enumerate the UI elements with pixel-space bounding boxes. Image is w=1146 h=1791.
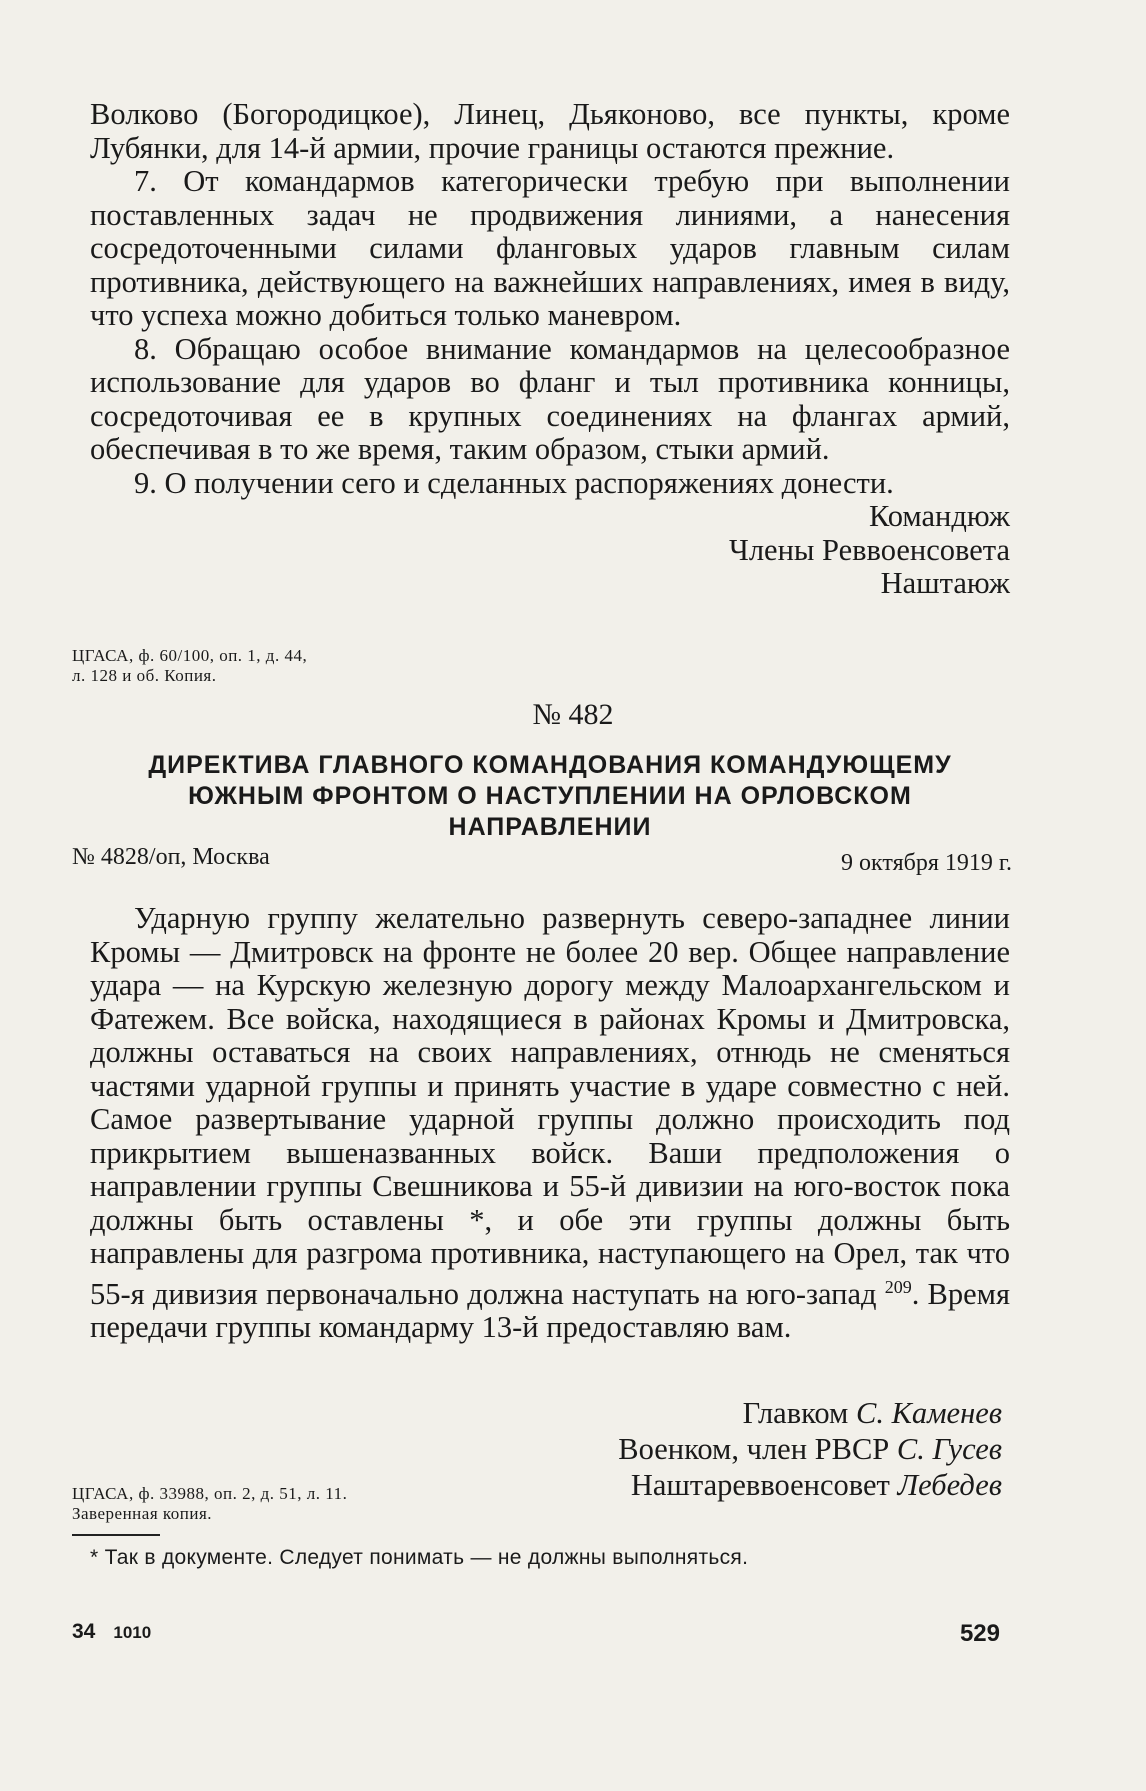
endnote-ref: 209 xyxy=(884,1276,912,1297)
archive-reference-2: ЦГАСА, ф. 33988, оп. 2, д. 51, л. 11. Заверенная копия. xyxy=(72,1484,348,1523)
page-number: 529 xyxy=(959,1620,1000,1647)
paragraph-6-tail: Волково (Богородицкое), Линец, Дьяконово, все пункты, кроме Лубянки, для 14-й армии, прочие границы остаются прежние. xyxy=(90,97,1010,165)
signature-komandyuzh: Командюж xyxy=(868,499,1010,533)
paragraph-7: 7. От командармов категорически требую при выполнении поставленных задач не продвижения линиями, а нанесения сосредоточенными силами фланговых ударов главным силам противника, действующего на важнейших направлениях, имея в виду, что успеха можно добиться только маневром. xyxy=(90,164,1010,332)
directive-text: Ударную группу желательно развернуть северо-западнее линии Кромы — Дмитровск на фронте не более 20 вер. Общее направление удара — на Курскую железную дорогу между Малоархангельском и Фатежем. Все войска, находящиеся в районах Кромы и Дмитровска, должны оставаться на своих направлениях, отнюдь не сменяться частями ударной группы и принять участие в ударе совместно с ней. Самое развертывание ударной группы должно происходить под прикрытием вышеназванных войск. Ваши предположения о направлении группы Свешникова и 55-й дивизии на юго-восток пока должны быть оставлены *, и обе эти группы должны быть направлены для разгрома противника, наступающего на Орел, так что 55-я дивизия первоначально должна наступать на юго-запад $^{209}$. Время передачи группы командарму 13-й предоставляю вам. xyxy=(90,901,1011,1345)
document-date: 9 октября 1919 г. xyxy=(841,850,1012,876)
footnote-divider xyxy=(72,1534,160,1536)
signature-voenkom: Военком, член РВСР С. Гусев xyxy=(618,1432,1002,1466)
directive-signatures xyxy=(618,1395,1002,1503)
paragraph-9: 9. О получении сего и сделанных распоряжениях донести. xyxy=(134,465,894,500)
printer-signature: 34 1010 xyxy=(72,1620,152,1643)
previous-document-continuation xyxy=(90,98,1010,601)
signature-nashtayuzh: Наштаюж xyxy=(880,566,1010,600)
document-title: ДИРЕКТИВА ГЛАВНОГО КОМАНДОВАНИЯ КОМАНДУЮЩЕМУ ЮЖНЫМ ФРОНТОМ О НАСТУПЛЕНИИ НА ОРЛОВСКОМ НАПРАВЛЕНИИ xyxy=(148,751,952,841)
document-number: № 482 xyxy=(532,698,614,731)
paragraph-8: 8. Обращаю особое внимание командармов на целесообразное использование для ударов во фланг и тыл противника конницы, сосредоточивая ее в крупных соединениях на флангах армий, обеспечивая в то же время, таким образом, стыки армий. xyxy=(90,331,1010,466)
document-ref: № 4828/оп, Москва xyxy=(72,844,270,870)
signature-nashtarevvoensovet: Наштареввоенсовет Лебедев xyxy=(630,1468,1002,1502)
footnote: * Так в документе. Следует понимать — не должны выполняться. xyxy=(90,1546,749,1569)
signature-rvs-members: Члены Реввоенсовета xyxy=(729,532,1010,567)
directive-body xyxy=(90,902,1010,1345)
signature-glavkom: Главком С. Каменев xyxy=(742,1396,1002,1430)
archive-reference-1: ЦГАСА, ф. 60/100, оп. 1, д. 44, л. 128 и об. Копия. xyxy=(72,646,308,685)
